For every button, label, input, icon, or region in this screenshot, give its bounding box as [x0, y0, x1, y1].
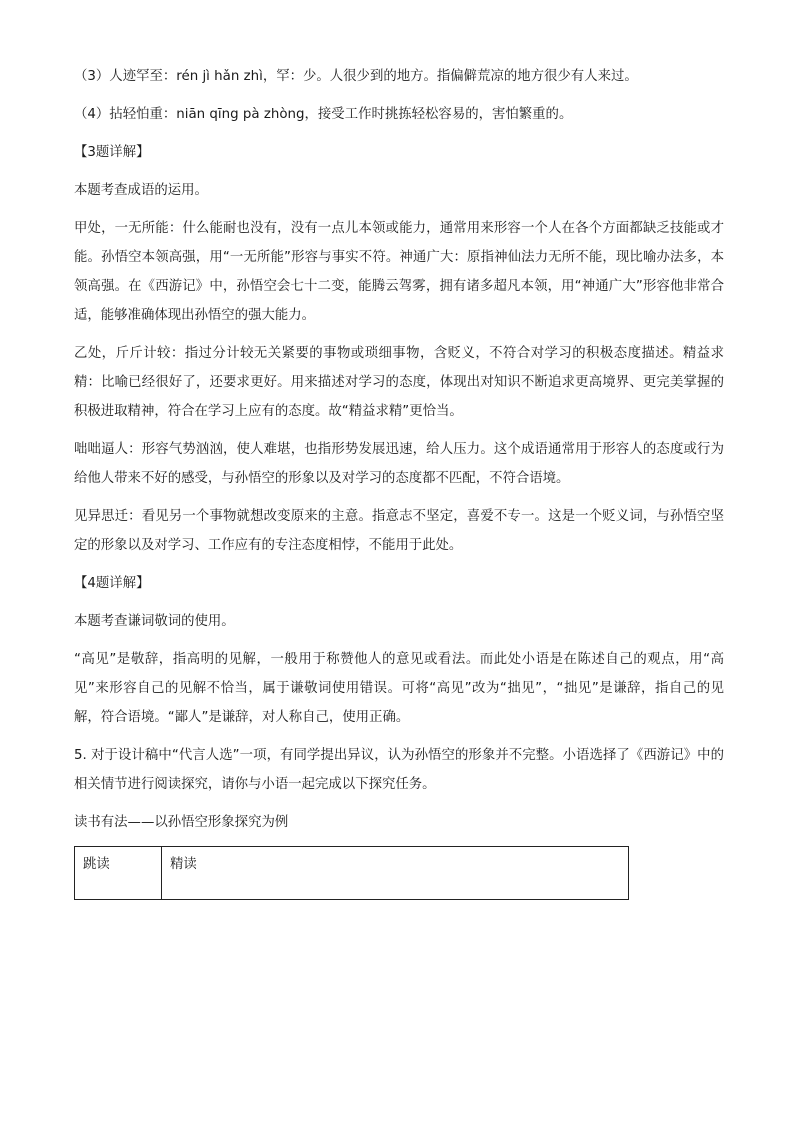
- paragraph-idiom-4: （4）拈轻怕重：niān qīng pà zhòng，接受工作时挑拣轻松容易的，害怕繁重的。: [74, 107, 573, 122]
- paragraph-q5: 5. 对于设计稿中“代言人选”一项，有同学提出异议，认为孙悟空的形象并不完整。小语选择了《西游记》中的相关情节进行阅读探究，请你与小语一起完成以下探究任务。: [74, 748, 724, 792]
- table-row: [75, 847, 629, 900]
- paragraph-q3-jia: 甲处，一无所能：什么能耐也没有，没有一点儿本领或能力，通常用来形容一个人在各个方面都缺乏技能或才能。孙悟空本领高强，用“一无所能”形容与事实不符。神通广大：原指神仙法力无所不能，现比喻办法多，本领高强。在《西游记》中，孙悟空会七十二变，能腾云驾雾，拥有诸多超凡本领，用“神通广大”形容他非常合适，能够准确体现出孙悟空的强大能力。: [74, 221, 724, 323]
- table-cell-skim: 跳读: [75, 847, 162, 900]
- section-heading-q4: 【4题详解】: [74, 576, 150, 591]
- reading-method-table: [74, 846, 629, 900]
- document-page: [74, 62, 724, 900]
- section-heading-q3: 【3题详解】: [74, 145, 150, 160]
- paragraph-q4-body: “高见”是敬辞，指高明的见解，一般用于称赞他人的意见或看法。而此处小语是在陈述自己的观点，用“高见”来形容自己的见解不恰当，属于谦敬词使用错误。可将“高见”改为“拙见”，“拙见”是谦辞，指自己的见解，符合语境。“鄙人”是谦辞，对人称自己，使用正确。: [74, 652, 724, 725]
- paragraph-idiom-3: （3）人迹罕至：rén jì hǎn zhì，罕：少。人很少到的地方。指偏僻荒凉的地方很少有人来过。: [74, 69, 638, 84]
- paragraph-q3-yi: 乙处，斤斤计较：指过分计较无关紧要的事物或琐细事物，含贬义，不符合对学习的积极态度描述。精益求精：比喻已经很好了，还要求更好。用来描述对学习的态度，体现出对知识不断追求更高境界、更完美掌握的积极进取精神，符合在学习上应有的态度。故“精益求精”更恰当。: [74, 346, 724, 419]
- paragraph-q4-intro: 本题考查谦词敬词的使用。: [74, 614, 235, 629]
- table-cell-close-read: 精读: [162, 847, 629, 900]
- paragraph-q3-duoduo: 咄咄逼人：形容气势汹汹，使人难堪，也指形势发展迅速，给人压力。这个成语通常用于形容人的态度或行为给他人带来不好的感受，与孙悟空的形象以及对学习的态度都不匹配，不符合语境。: [74, 442, 724, 486]
- paragraph-q3-jianyi: 见异思迁：看见另一个事物就想改变原来的主意。指意志不坚定，喜爱不专一。这是一个贬义词，与孙悟空坚定的形象以及对学习、工作应有的专注态度相悖，不能用于此处。: [74, 509, 724, 553]
- paragraph-reading-method: 读书有法——以孙悟空形象探究为例: [74, 815, 289, 830]
- paragraph-q3-intro: 本题考查成语的运用。: [74, 183, 208, 198]
